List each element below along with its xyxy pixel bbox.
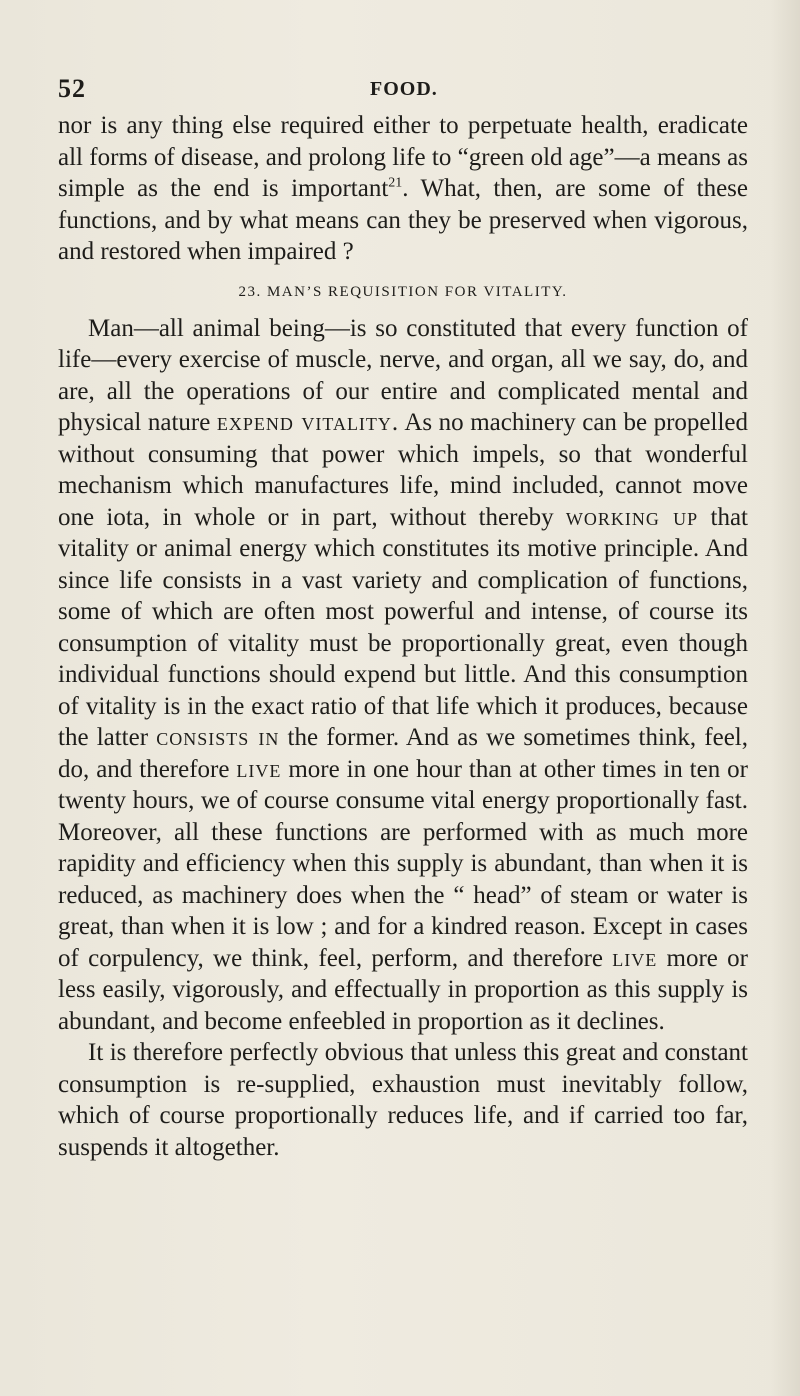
emphasis-expend-vitality: expend vitality. [216, 409, 400, 436]
page-number: 52 [58, 74, 86, 103]
footnote-ref: 21 [388, 175, 403, 191]
section-number: 23. [238, 283, 262, 300]
page-edge-shadow [770, 0, 800, 1396]
section-title: MAN’S REQUISITION FOR VITALITY. [266, 283, 568, 300]
emphasis-live-1: live [236, 755, 282, 783]
paragraph-2-s4: the former. And as we sometimes think, feel, do, and therefore [58, 724, 749, 783]
emphasis-working-up: working up [565, 503, 699, 531]
section-heading [58, 281, 748, 303]
paragraph-2-s5: more in one hour than at other times in ten or twenty hours, we of course consume vital energy proportionally fast. Moreover, all these functions are performed with as much more rapidity and efficiency when this supply is abundant, than when it is reduced, as machinery does when the “ head” of steam or water is great, than when it is low ; and for a kindred reason. Except in cases of corpulency, we think, feel, perform, and therefore [58, 755, 748, 972]
emphasis-live-2: live [612, 944, 658, 972]
paragraph-2-s1: Man—all animal being—is so constituted that every function of life—every exercise of muscle, nerve, and organ, all we say, do, and are, all the operations of our entire and complicated mental and physical nature [58, 314, 748, 436]
page-body [58, 110, 748, 1163]
paragraph-1-text-b: . What, then, are some of these functions, and by what means can they be preserved when vigorous, and restored when impaired ? [58, 175, 748, 265]
running-head: FOOD. [370, 78, 438, 100]
paragraph-2-s2: As no machinery can be propelled without consuming that power which impels, so that wonderful mechanism which manufactures life, mind included, cannot move one iota, in whole or in part, without thereby [58, 409, 749, 531]
paragraph-2-s6: more or less easily, vigorously, and effectually in proportion as this supply is abundant, and become enfeebled in proportion as it declines. [58, 944, 748, 1035]
paragraph-2 [58, 313, 748, 1038]
emphasis-consists-in: consists in [156, 724, 280, 751]
page-header [58, 74, 748, 110]
paragraph-3: It is therefore perfectly obvious that unless this great and constant consumption is re-supplied, exhaustion must inevitably follow, which of course proportionally reduces life, and if carried too far, suspends it altogether. [58, 1039, 748, 1161]
paragraph-1 [58, 110, 748, 268]
paragraph-1-text-a: nor is any thing else required either to perpetuate health, eradicate all forms of disease, and prolong life to “green old age”—a means as simple as the end is important [58, 112, 748, 202]
paragraph-2-s3: that vitality or animal energy which constitutes its motive principle. And since life consists in a vast variety and complication of functions, some of which are often most powerful and intense, of course its consumption of vitality must be proportionally great, even though individual functions should expend but little. And this consumption of vitality is in the exact ratio of that life which it produces, because the latter [58, 503, 748, 751]
